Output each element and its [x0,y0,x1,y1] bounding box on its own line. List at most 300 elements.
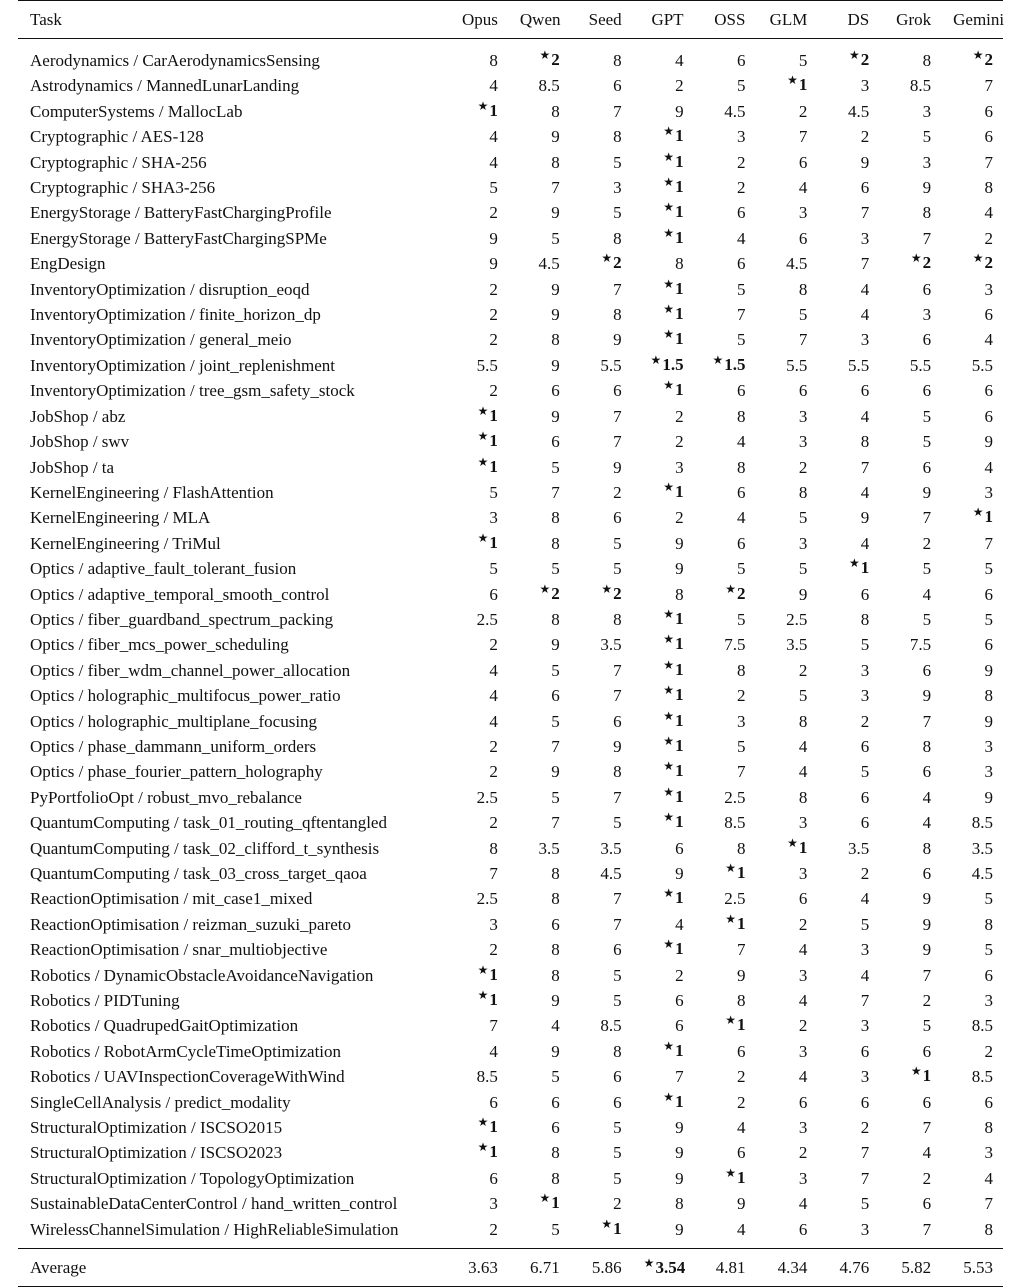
rank-cell-gemini [941,785,1003,810]
rank-value: 5 [551,457,560,477]
rank-value: 7 [860,457,870,477]
rank-value: 9 [984,711,994,731]
rank-value: 9 [675,1143,684,1163]
table-row [18,1064,1003,1089]
rank-value: 8.5 [971,1016,994,1036]
rank-cell-seed [570,1166,632,1191]
rank-value: 5 [489,559,498,579]
rank-cell-gemini [941,836,1003,861]
best-star-icon: ★ [477,429,489,444]
rank-cell-glm [755,988,817,1013]
rank-value: 6 [984,584,994,604]
rank-value: 9 [922,686,932,706]
rank-cell-ds [817,429,879,454]
rank-cell-qwen [508,480,570,505]
best-star-icon: ★ [663,1089,675,1104]
rank-cell-opus [446,1140,508,1165]
rank-value: 8 [798,787,808,807]
rank-cell-glm [755,1166,817,1191]
rank-value: 6 [984,305,994,325]
rank-value: 1 [613,1218,622,1238]
table-row [18,556,1003,581]
rank-value: 5 [860,1194,870,1214]
best-star-icon: ★ [725,581,736,596]
rank-cell-oss [694,429,756,454]
rank-value: 3 [984,991,994,1011]
rank-value: 8 [675,1194,684,1214]
best-star-icon: ★ [848,48,860,62]
rank-value: 7 [984,1194,994,1214]
rank-value: 1 [489,1142,498,1162]
rank-value: 1 [675,481,684,501]
rank-cell-oss [694,582,756,607]
rank-cell-glm [755,226,817,251]
rank-value: 4 [736,1118,746,1138]
rank-value: 2 [922,253,932,273]
rank-value: 7 [860,991,870,1011]
task-name-cell: QuantumComputing / task_03_cross_target_qaoa [30,864,367,883]
rank-value: 6 [675,991,684,1011]
rank-value: 4 [489,711,498,731]
rank-cell-grok [879,1249,941,1287]
rank-value: 3 [798,432,808,452]
rank-value: 6 [798,152,808,172]
rank-cell-ds [817,810,879,835]
rank-value: 6 [798,1092,808,1112]
rank-cell-seed [570,327,632,352]
rank-cell-gpt [632,1115,694,1140]
rank-cell-grok [879,1039,941,1064]
rank-cell-qwen [508,1064,570,1089]
rank-cell-gemini [941,73,1003,98]
rank-value: 2 [736,583,746,603]
rank-cell-glm [755,505,817,530]
rank-cell-glm [755,1013,817,1038]
rank-cell-ds [817,836,879,861]
rank-value: 8 [922,838,932,858]
rank-value: 4 [489,1041,498,1061]
table-row [18,480,1003,505]
rank-value: 9 [613,736,622,756]
rank-value: 9 [922,940,932,960]
rank-value: 7 [798,330,808,350]
rank-cell-oss [694,810,756,835]
rank-value: 8 [860,609,870,629]
rank-cell-oss [694,531,756,556]
rank-value: 8 [860,432,870,452]
best-star-icon: ★ [663,784,675,799]
rank-value: 5 [613,1168,622,1188]
rank-cell-ds [817,1249,879,1287]
rank-cell-ds [817,886,879,911]
rank-value: 5 [736,279,746,299]
rank-value: 4.34 [777,1257,808,1277]
rank-cell-opus [446,480,508,505]
best-star-icon: ★ [663,657,675,672]
rank-cell-gpt [632,963,694,988]
rank-value: 7 [613,686,622,706]
rank-cell-gpt [632,378,694,403]
rank-value: 6 [922,1194,932,1214]
rank-cell-gpt [632,73,694,98]
rank-cell-gpt [632,200,694,225]
rank-cell-glm [755,455,817,480]
rank-cell-gpt [632,327,694,352]
rank-value: 5 [922,609,932,629]
rank-cell-glm [755,607,817,632]
task-name-cell: JobShop / abz [30,406,126,426]
rank-value: 5 [489,482,498,502]
rank-value: 2 [489,813,498,833]
task-name-cell: InventoryOptimization / general_meio [30,330,292,350]
rank-cell-seed [570,861,632,886]
rank-cell-oss [694,1064,756,1089]
rank-value: 7 [798,127,808,147]
rank-cell-gemini [941,378,1003,403]
rank-value: 8 [613,762,622,782]
rank-value: 5.5 [971,355,994,375]
rank-cell-grok [879,505,941,530]
rank-value: 4 [798,940,808,960]
rank-cell-opus [446,937,508,962]
rank-value: 2 [489,635,498,655]
rank-value: 4 [675,51,684,70]
rank-cell-oss [694,886,756,911]
rank-value: 2 [489,762,498,782]
rank-value: 3 [860,660,870,680]
rank-cell-glm [755,632,817,657]
rank-cell-gemini [941,327,1003,352]
rank-cell-oss [694,302,756,327]
rank-cell-gpt [632,759,694,784]
rank-cell-gemini [941,937,1003,962]
rank-value: 6 [860,1092,870,1112]
rank-cell-qwen [508,505,570,530]
rank-value: 8 [922,203,932,223]
rank-value: 2.5 [724,787,746,807]
table-row [18,709,1003,734]
rank-cell-oss [694,226,756,251]
rank-cell-qwen [508,378,570,403]
rank-value: 2 [736,178,746,198]
rank-cell-oss [694,836,756,861]
rank-cell-ds [817,709,879,734]
rank-cell-grok [879,836,941,861]
rank-cell-glm [755,886,817,911]
rank-value: 4 [798,1194,808,1214]
rank-value: 7 [613,406,622,426]
rank-cell-gemini [941,683,1003,708]
rank-cell-gemini [941,810,1003,835]
rank-value: 3.5 [786,635,808,655]
rank-value: 4 [551,1016,560,1036]
rank-value: 6 [489,584,498,604]
task-name-cell: Optics / fiber_mcs_power_scheduling [30,635,289,655]
rank-value: 4.5 [600,864,622,883]
rank-value: 8 [551,101,560,121]
rank-cell-oss [694,861,756,886]
rank-cell-glm [755,963,817,988]
rank-cell-qwen [508,277,570,302]
rank-cell-seed [570,251,632,276]
task-name-cell: Robotics / UAVInspectionCoverageWithWind [30,1067,345,1087]
rank-cell-oss [694,734,756,759]
rank-cell-ds [817,1217,879,1249]
rank-cell-ds [817,327,879,352]
task-name-cell: Optics / phase_fourier_pattern_holography [30,762,323,782]
rank-cell-opus [446,1039,508,1064]
best-star-icon: ★ [972,505,984,520]
rank-cell-ds [817,480,879,505]
rank-value: 6 [551,914,560,934]
best-star-icon: ★ [663,810,675,825]
rank-value: 3 [675,457,684,477]
rank-cell-gemini [941,200,1003,225]
rank-value: 8 [551,1143,560,1163]
rank-cell-oss [694,277,756,302]
rank-value: 1 [675,608,684,628]
best-star-icon: ★ [663,606,675,621]
rank-cell-ds [817,39,879,74]
rank-cell-grok [879,861,941,886]
best-star-icon: ★ [663,632,675,647]
rank-cell-seed [570,1140,632,1165]
rank-value: 1 [675,812,684,832]
rank-value: 7 [489,864,498,883]
table-row [18,1013,1003,1038]
table-row [18,531,1003,556]
rank-cell-gemini [941,429,1003,454]
best-star-icon: ★ [848,556,860,571]
rank-cell-grok [879,1064,941,1089]
rank-cell-ds [817,505,879,530]
rank-value: 2 [860,127,870,147]
rank-value: 1 [489,431,498,451]
rank-cell-grok [879,277,941,302]
rank-cell-grok [879,1191,941,1216]
best-star-icon: ★ [663,378,675,393]
best-star-icon: ★ [539,581,551,596]
average-row [18,1249,1003,1287]
rank-value: 5 [860,914,870,934]
rank-value: 8.5 [600,1016,622,1036]
task-name-cell: QuantumComputing / task_02_clifford_t_synthesis [30,838,380,858]
rank-cell-seed [570,1039,632,1064]
rank-cell-seed [570,429,632,454]
rank-cell-oss [694,556,756,581]
best-star-icon: ★ [601,251,613,266]
rank-value: 5 [798,51,808,70]
rank-cell-opus [446,302,508,327]
rank-cell-glm [755,1191,817,1216]
rank-value: 2 [736,1067,746,1087]
rank-value: 6 [613,381,622,401]
rank-cell-qwen [508,429,570,454]
table-row [18,912,1003,937]
rank-value: 6 [551,686,560,706]
rank-value: 8 [675,254,684,274]
best-star-icon: ★ [787,835,798,850]
rank-cell-ds [817,1013,879,1038]
rank-value: 3.5 [600,838,622,858]
rank-cell-seed [570,556,632,581]
rank-value: 8 [613,51,622,70]
rank-cell-grok [879,378,941,403]
table-row [18,861,1003,886]
rank-cell-gpt [632,251,694,276]
rank-cell-grok [879,73,941,98]
rank-value: 5 [984,609,994,629]
rank-cell-gemini [941,556,1003,581]
rank-value: 2 [798,1016,808,1036]
results-table [18,0,1003,1287]
rank-value: 4 [736,1219,746,1239]
rank-cell-grok [879,327,941,352]
rank-value: 3 [860,1016,870,1036]
rank-cell-oss [694,404,756,429]
rank-cell-glm [755,836,817,861]
rank-value: 4.5 [724,101,746,121]
rank-value: 6.71 [530,1257,560,1277]
rank-cell-glm [755,912,817,937]
rank-value: 6 [551,1092,560,1112]
rank-value: 4 [860,965,870,985]
rank-cell-oss [694,378,756,403]
rank-value: 7 [860,1143,870,1163]
rank-cell-gpt [632,505,694,530]
rank-cell-oss [694,1217,756,1249]
task-name-cell: QuantumComputing / task_01_routing_qftentangled [30,813,387,833]
rank-cell-gemini [941,302,1003,327]
rank-cell-opus [446,810,508,835]
rank-value: 8 [736,660,746,680]
rank-value: 5 [613,533,622,553]
rank-value: 6 [798,228,808,248]
rank-value: 5 [798,508,808,528]
rank-cell-qwen [508,963,570,988]
rank-value: 6 [675,1016,684,1036]
rank-value: 9 [984,660,994,680]
rank-value: 6 [922,1041,932,1061]
rank-value: 8 [922,736,932,756]
rank-cell-qwen [508,1166,570,1191]
rank-value: 7 [922,1118,932,1138]
rank-value: 4 [736,228,746,248]
table-row [18,632,1003,657]
rank-cell-oss [694,607,756,632]
rank-cell-qwen [508,1140,570,1165]
rank-value: 1 [675,939,684,959]
table-row [18,150,1003,175]
best-star-icon: ★ [663,759,675,774]
table-row [18,302,1003,327]
rank-value: 6 [860,787,870,807]
rank-cell-gpt [632,582,694,607]
rank-cell-grok [879,200,941,225]
rank-cell-ds [817,353,879,378]
rank-cell-gemini [941,734,1003,759]
rank-cell-gpt [632,39,694,74]
rank-value: 7 [675,1067,684,1087]
rank-cell-grok [879,429,941,454]
rank-value: 2 [798,660,808,680]
table-row [18,1140,1003,1165]
rank-cell-opus [446,1166,508,1191]
task-name-cell: StructuralOptimization / TopologyOptimization [30,1168,355,1188]
rank-value: 6 [922,1092,932,1112]
rank-value: 2 [798,457,808,477]
rank-value: 8 [736,457,746,477]
best-star-icon: ★ [539,1191,551,1206]
rank-value: 5.5 [847,355,870,375]
table-row [18,378,1003,403]
rank-value: 2 [984,50,994,69]
rank-cell-ds [817,1090,879,1115]
table-row [18,251,1003,276]
rank-value: 6 [984,1092,994,1112]
rank-cell-qwen [508,582,570,607]
best-star-icon: ★ [910,1064,922,1079]
rank-value: 2.5 [724,889,746,909]
rank-value: 4 [860,406,870,426]
best-star-icon: ★ [787,73,798,88]
rank-value: 7 [551,178,560,198]
rank-cell-grok [879,404,941,429]
rank-cell-opus [446,200,508,225]
rank-value: 1 [675,227,684,247]
rank-value: 3 [798,406,808,426]
rank-value: 6 [984,101,994,121]
rank-cell-seed [570,1115,632,1140]
rank-value: 6 [489,1092,498,1112]
rank-value: 5 [551,711,560,731]
rank-value: 5 [922,406,932,426]
rank-cell-ds [817,1039,879,1064]
rank-cell-ds [817,683,879,708]
rank-value: 3 [489,914,498,934]
rank-cell-glm [755,658,817,683]
rank-cell-gemini [941,1039,1003,1064]
rank-cell-opus [446,99,508,124]
rank-cell-gpt [632,607,694,632]
rank-value: 2 [922,1168,932,1188]
rank-cell-opus [446,1191,508,1216]
rank-value: 3 [922,152,932,172]
rank-value: 2 [489,279,498,299]
table-row [18,124,1003,149]
rank-cell-glm [755,1115,817,1140]
rank-value: 9 [551,279,560,299]
rank-value: 4 [489,127,498,147]
rank-cell-oss [694,455,756,480]
rank-value: 5 [860,635,870,655]
rank-value: 2 [798,914,808,934]
rank-value: 6 [860,178,870,198]
rank-cell-qwen [508,404,570,429]
rank-cell-seed [570,810,632,835]
task-name-cell: Optics / holographic_multifocus_power_ratio [30,686,341,706]
rank-value: 1.5 [662,354,684,374]
rank-cell-opus [446,429,508,454]
table-row [18,1217,1003,1249]
table-row [18,505,1003,530]
rank-value: 1 [551,1193,560,1213]
rank-value: 6 [736,254,746,274]
rank-value: 1 [675,659,684,679]
rank-value: 2 [736,686,746,706]
rank-cell-gpt [632,785,694,810]
rank-cell-gpt [632,1140,694,1165]
